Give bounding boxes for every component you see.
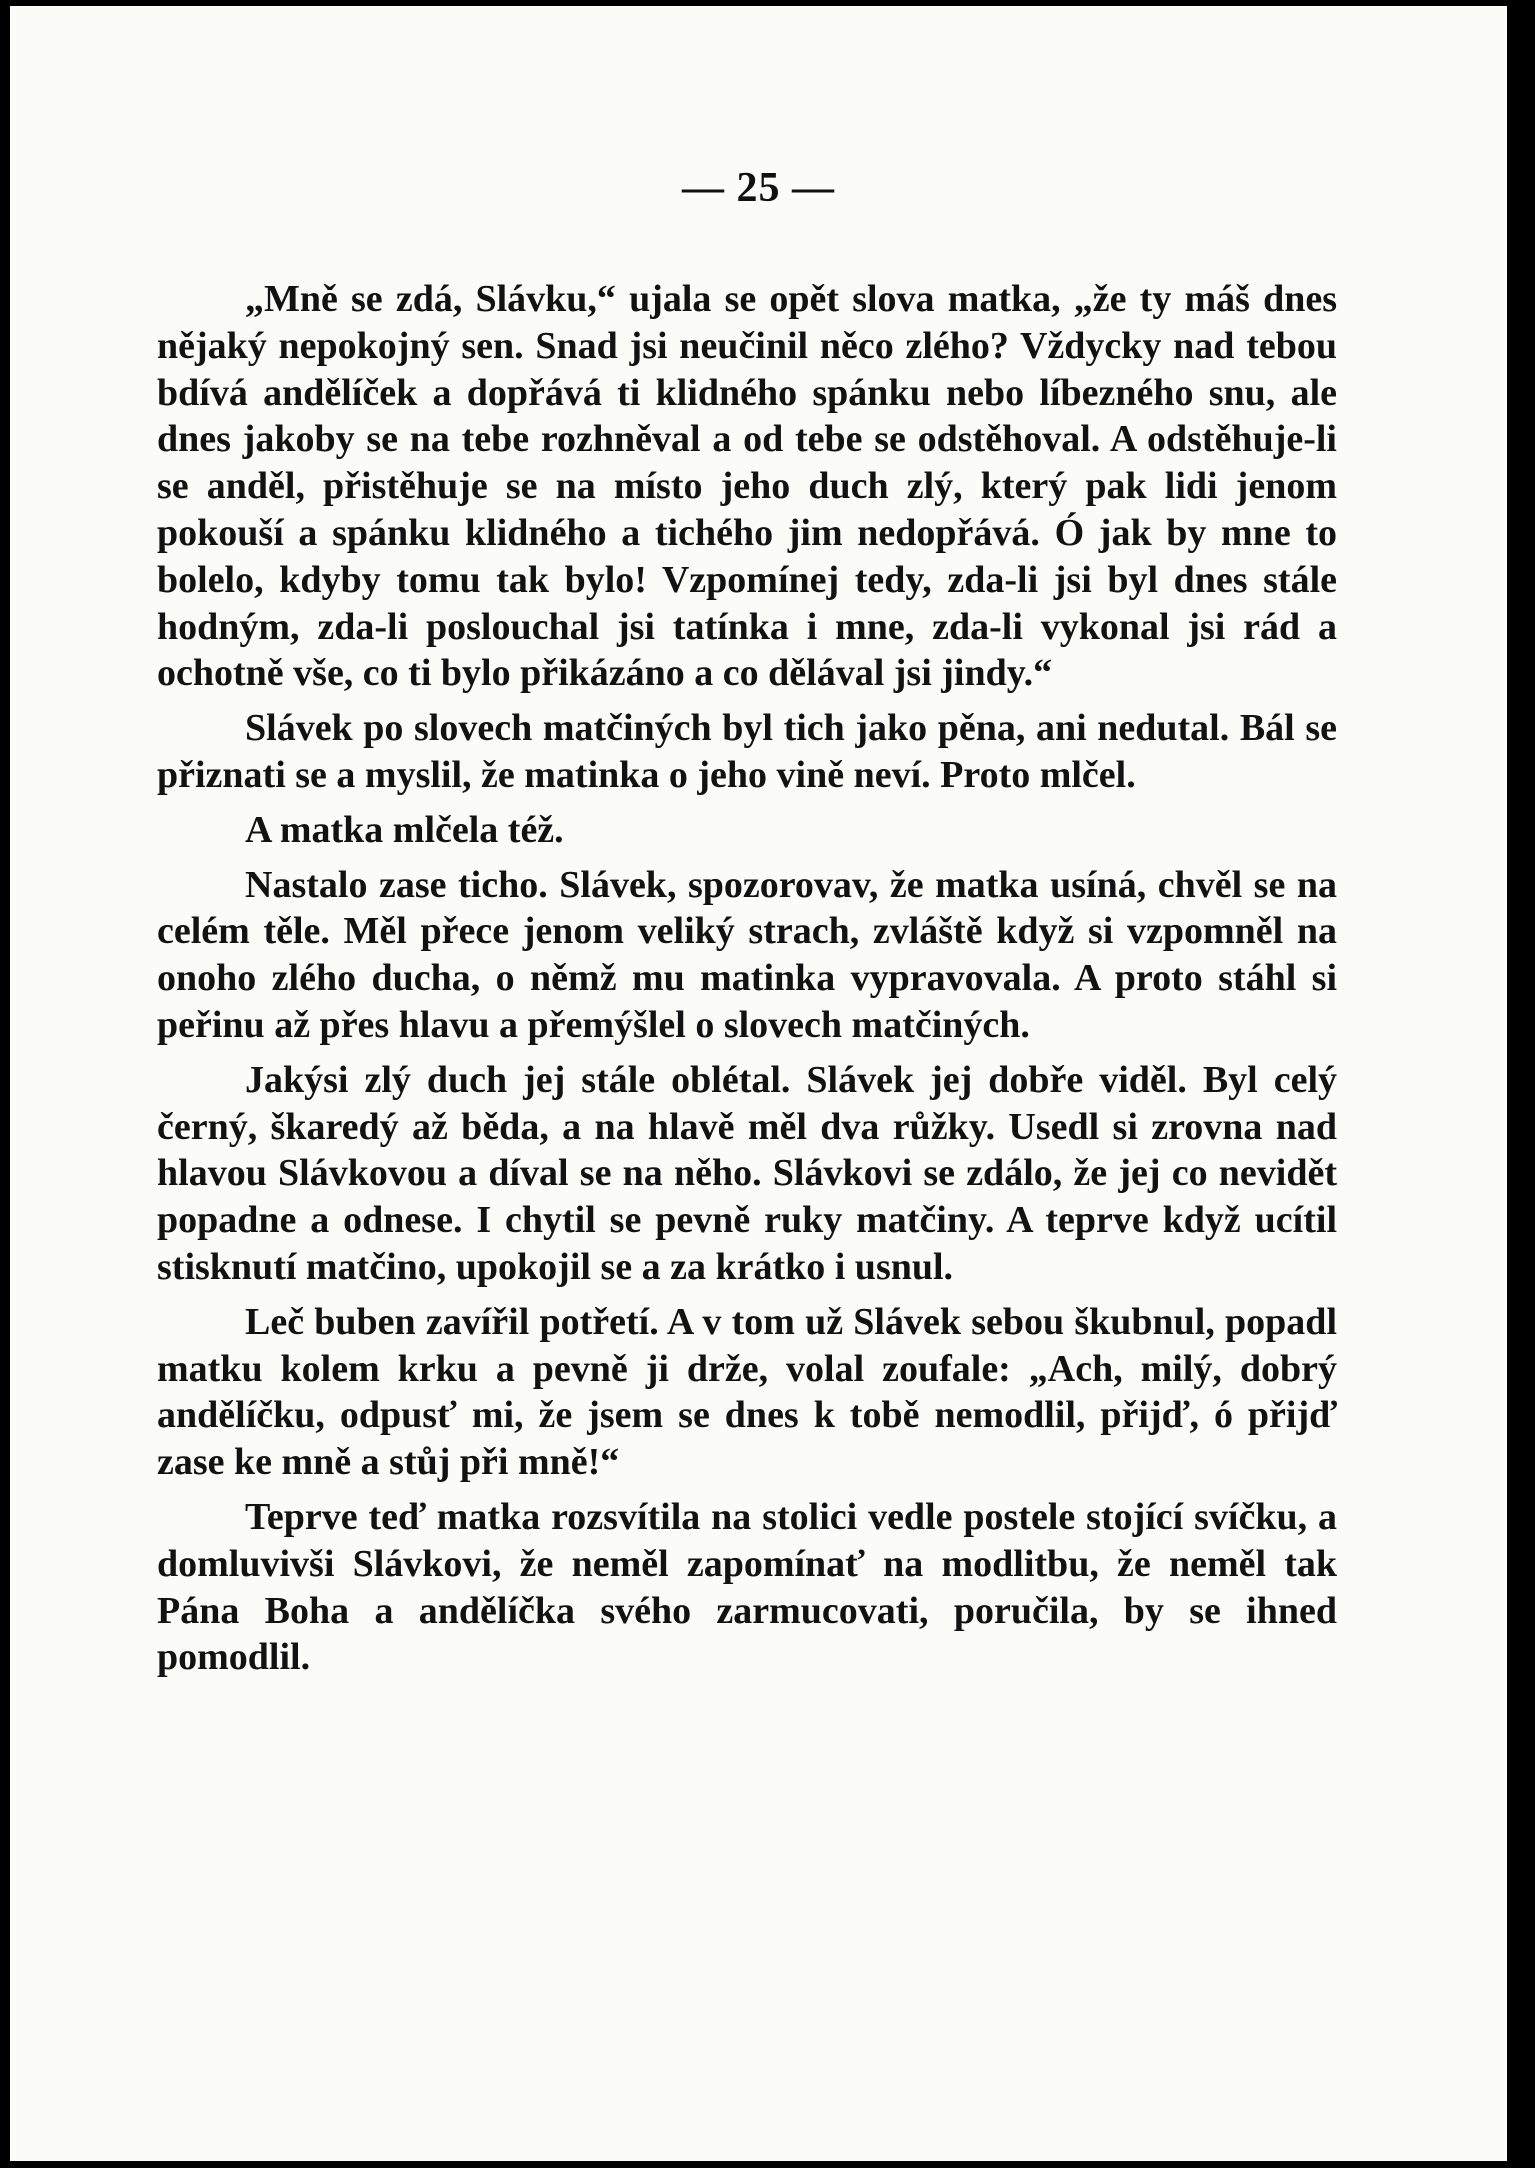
text-body <box>157 276 1337 1681</box>
paragraph-4: Nastalo zase ticho. Slávek, spozorovav, že matka usíná, chvěl se na celém těle. Měl přece jenom veliký strach, zvláště když si vzpomněl na onoho zlého ducha, o němž mu matinka vypravovala. A proto stáhl si peřinu až přes hlavu a přemýšlel o slovech matčiných. <box>157 863 1337 1046</box>
paragraph-3: A matka mlčela též. <box>245 808 564 851</box>
paragraph-5: Jakýsi zlý duch jej stále oblétal. Slávek jej dobře viděl. Byl celý černý, škaredý až běda, a na hlavě měl dva růžky. Usedl si zrovna nad hlavou Slávkovou a díval se na něho. Slávkovi se zdálo, že jej co nevidět popadne a odnese. I chytil se pevně ruky matčiny. A teprve když ucítil stisknutí matčino, upokojil se a za krátko i usnul. <box>157 1058 1337 1288</box>
paragraph-2: Slávek po slovech matčiných byl tich jako pěna, ani nedutal. Bál se přiznati se a myslil, že matinka o jeho vině neví. Proto mlčel. <box>157 707 1337 796</box>
paragraph-6: Leč buben zavířil potřetí. A v tom už Slávek sebou škubnul, popadl matku kolem krku a pevně ji drže, volal zoufale: „Ach, milý, dobrý andělíčku, odpusť mi, že jsem se dnes k tobě nemodlil, přijď, ó přijď zase ke mně a stůj při mně!“ <box>157 1300 1337 1484</box>
paragraph-1: „Mně se zdá, Slávku,“ ujala se opět slova matka, „že ty máš dnes nějaký nepokojný sen. Snad jsi neučinil něco zlého? Vždycky nad tebou bdívá andělíček a dopřává ti klidného spánku nebo líbezného snu, ale dnes jakoby se na tebe rozhněval a od tebe se odstěhoval. A odstěhuje-li se anděl, přistěhuje se na místo jeho duch zlý, který pak lidi jenom pokouší a spánku klidného a tichého jim nedopřává. Ó jak by mne to bolelo, kdyby tomu tak bylo! Vzpomínej tedy, zda-li jsi byl dnes stále hodným, zda-li poslouchal jsi tatínka i mne, zda-li vykonal jsi rád a ochotně vše, co ti bylo přikázáno a co dělával jsi jindy.“ <box>157 278 1337 695</box>
paragraph-7: Teprve teď matka rozsvítila na stolici vedle postele stojící svíčku, a domluvivši Slávkovi, že neměl zapomínať na modlitbu, že neměl tak Pána Boha a andělíčka svého zarmucovati, poručila, by se ihned pomodlil. <box>157 1495 1337 1679</box>
book-page <box>10 6 1507 2161</box>
page-number: — 25 — <box>682 165 835 211</box>
